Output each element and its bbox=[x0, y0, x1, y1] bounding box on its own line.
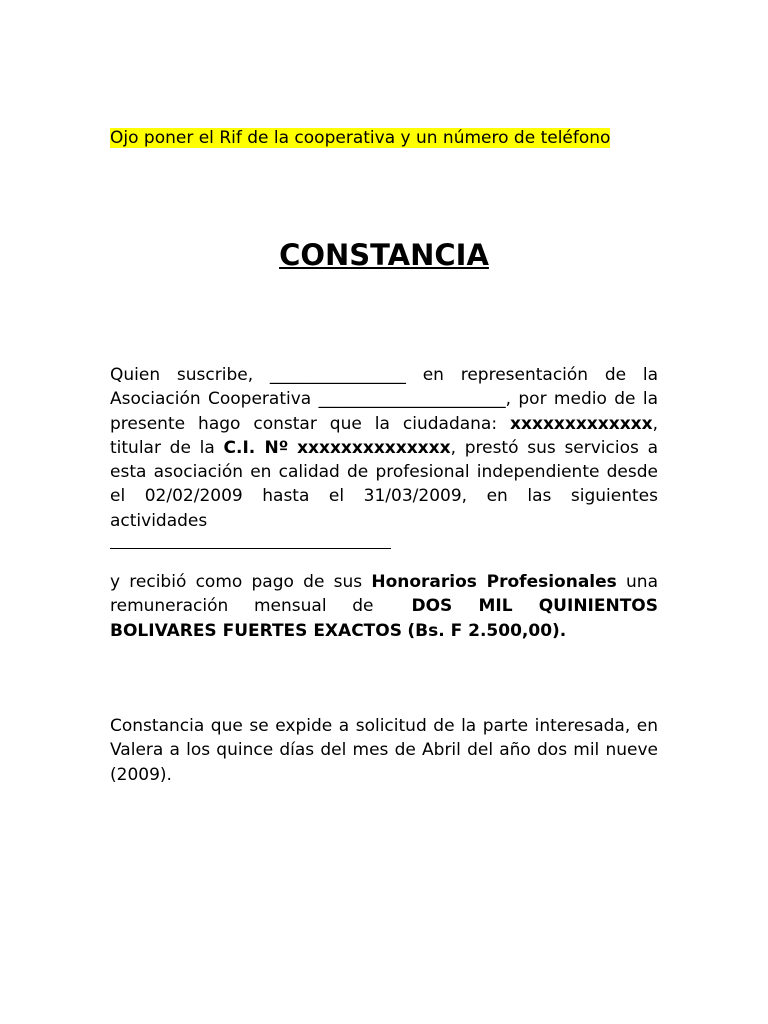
paragraph-expide: Constancia que se expide a solicitud de la parte interesada, en Valera a los quince días del mes de Abril del año dos mil nueve (2009). bbox=[110, 716, 658, 785]
ci-label: C.I. Nº bbox=[223, 437, 289, 458]
blank-actividades bbox=[110, 531, 391, 549]
recibio-text: y recibió como pago de sus bbox=[110, 572, 363, 592]
honorarios-text: Honorarios Profesionales bbox=[371, 572, 617, 592]
monto-letras: DOS MIL QUINIENTOS BOLIVARES FUERTES EXACTOS bbox=[110, 596, 658, 641]
titular-text: , titular de la bbox=[110, 413, 659, 458]
quien-suscribe: Quien suscribe, bbox=[110, 365, 254, 385]
ciudadana-nombre: xxxxxxxxxxxxx bbox=[510, 413, 653, 434]
servicios-text: , prestó sus servicios a esta asociación en calidad de profesional independiente desde el 02/02/2009 hasta el 31/03/2009, en las siguientes actividades bbox=[110, 437, 659, 531]
blank-cooperativa: ______________________ bbox=[318, 389, 506, 410]
document-title: CONSTANCIA bbox=[279, 238, 489, 272]
ci-number: xxxxxxxxxxxxxx bbox=[297, 437, 451, 458]
representacion-text: en representación de la Asociación Cooperativa bbox=[110, 365, 659, 410]
monto-bs: (Bs. F 2.500,00). bbox=[407, 620, 567, 641]
remuneracion-text: una remuneración mensual de bbox=[110, 572, 658, 617]
note-line bbox=[110, 126, 610, 150]
blank-nombre-suscriptor: ________________ bbox=[269, 365, 406, 385]
highlighted-note: Ojo poner el Rif de la cooperativa y un número de teléfono bbox=[110, 128, 611, 148]
paragraph-suscribe bbox=[110, 363, 658, 549]
paragraph-pago bbox=[110, 570, 658, 643]
por-medio-text: , por medio de la presente hago constar que la ciudadana: bbox=[110, 389, 659, 434]
